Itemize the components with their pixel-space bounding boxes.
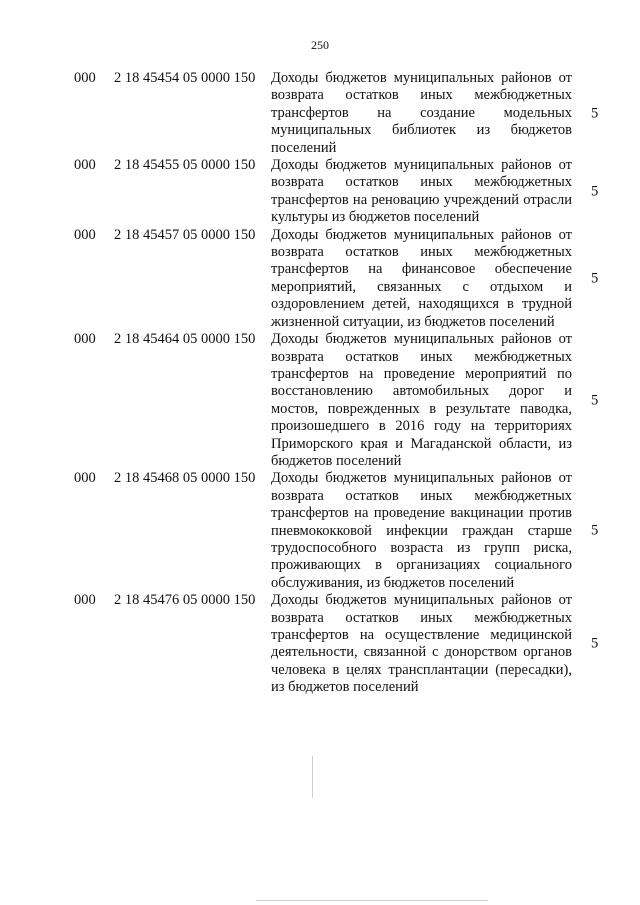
- table-row: [0, 70, 640, 157]
- admin-code: 000: [74, 331, 96, 348]
- income-code: 2 18 45455 05 0000 150: [114, 157, 256, 174]
- admin-code: 000: [74, 592, 96, 609]
- table-row: [0, 227, 640, 331]
- admin-code: 000: [74, 70, 96, 86]
- amount-value: 5: [591, 635, 599, 652]
- table-row: [0, 470, 640, 592]
- income-description: Доходы бюджетов муниципальных районов от возврата остатков иных межбюджетных трансфертов на реновацию учреждений отрасли культуры из бюджетов поселений: [271, 157, 572, 226]
- income-description: Доходы бюджетов муниципальных районов от возврата остатков иных межбюджетных трансфертов на проведение вакцинации против пневмококковой инфекции граждан старше трудоспособного возраста из групп риска, проживающих в организациях социального обслуживания, из бюджетов поселений: [271, 470, 572, 591]
- income-code: 2 18 45476 05 0000 150: [114, 592, 256, 609]
- amount-value: 5: [591, 522, 599, 539]
- amount-value: 5: [591, 392, 599, 409]
- income-description: Доходы бюджетов муниципальных районов от возврата остатков иных межбюджетных трансфертов на проведение мероприятий по восстановлению автомобильных дорог и мостов, поврежденных в результате паводка, произошедшего в 2016 году на территориях Приморского края и Магаданской области, из бюджетов поселений: [271, 331, 572, 469]
- income-description: Доходы бюджетов муниципальных районов от возврата остатков иных межбюджетных трансфертов на создание модельных муниципальных библиотек из бюджетов поселений: [271, 70, 572, 156]
- income-code: 2 18 45468 05 0000 150: [114, 470, 256, 487]
- income-description: Доходы бюджетов муниципальных районов от возврата остатков иных межбюджетных трансфертов на финансовое обеспечение мероприятий, связанных с отдыхом и оздоровлением детей, находящихся в трудной жизненной ситуации, из бюджетов поселений: [271, 226, 572, 330]
- scan-mark: [312, 756, 313, 798]
- admin-code: 000: [74, 470, 96, 487]
- admin-code: 000: [74, 226, 96, 243]
- amount-value: 5: [591, 104, 599, 121]
- income-code-table: [0, 70, 640, 697]
- amount-value: 5: [591, 270, 599, 287]
- amount-value: 5: [591, 183, 599, 200]
- table-row: [0, 331, 640, 470]
- income-code: 2 18 45464 05 0000 150: [114, 331, 256, 348]
- income-code: 2 18 45457 05 0000 150: [114, 226, 256, 243]
- scan-edge-line: [256, 900, 488, 901]
- table-row: [0, 157, 640, 227]
- income-code: 2 18 45454 05 0000 150: [114, 70, 256, 86]
- page-number: 250: [311, 38, 329, 52]
- admin-code: 000: [74, 157, 96, 174]
- table-row: [0, 592, 640, 696]
- income-description: Доходы бюджетов муниципальных районов от возврата остатков иных межбюджетных трансфертов на осуществление медицинской деятельности, связанной с донорством органов человека в целях трансплантации (пересадки), из бюджетов поселений: [271, 592, 572, 696]
